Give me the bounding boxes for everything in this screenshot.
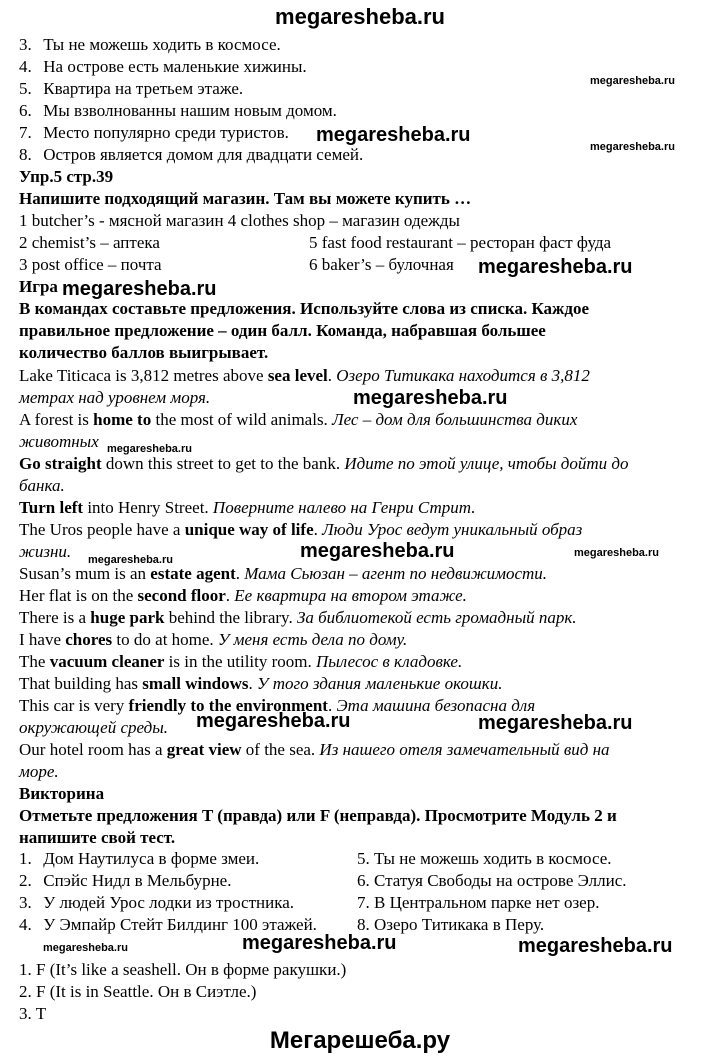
watermark: megaresheba.ru xyxy=(242,932,397,954)
site-footer: Мегарешеба.ру xyxy=(269,1027,451,1054)
shop-item: 6 baker’s – булочная xyxy=(309,255,454,274)
quiz-item: 1. Дом Наутилуса в форме змеи. xyxy=(19,849,260,868)
watermark: megaresheba.ru xyxy=(353,387,508,409)
sentence-translation: окружающей среды. xyxy=(19,718,169,737)
shop-item: 5 fast food restaurant – ресторан фаст фуда xyxy=(309,233,612,252)
sentence-translation: банка. xyxy=(19,476,65,495)
watermark: megaresheba.ru xyxy=(518,935,673,957)
list-item: 5. Квартира на третьем этаже. xyxy=(19,79,244,98)
sentence: The vacuum cleaner is in the utility room. Пылесос в кладовке. xyxy=(19,652,463,671)
sentence: I have chores to do at home. У меня есть дела по дому. xyxy=(19,630,408,649)
shop-item: 2 chemist’s – аптека xyxy=(19,233,160,252)
quiz-item: 8. Озеро Титикака в Перу. xyxy=(357,915,545,934)
shop-item: 1 butcher’s - мясной магазин 4 clothes shop – магазин одежды xyxy=(19,211,460,230)
watermark: megaresheba.ru xyxy=(196,710,351,732)
sentence: Her flat is on the second floor. Ее квартира на втором этаже. xyxy=(19,586,467,605)
answer: 2. F (It is in Seattle. Он в Сиэтле.) xyxy=(19,982,257,1001)
watermark: megaresheba.ru xyxy=(300,540,455,562)
quiz-item: 5. Ты не можешь ходить в космосе. xyxy=(357,849,612,868)
quiz-instruction: напишите свой тест. xyxy=(19,828,176,847)
sentence-translation: жизни. xyxy=(19,542,72,561)
watermark: megaresheba.ru xyxy=(107,443,192,455)
exercise-instruction: Напишите подходящий магазин. Там вы можете купить … xyxy=(19,189,472,208)
sentence: Turn left into Henry Street. Поверните налево на Генри Стрит. xyxy=(19,498,476,517)
list-item: 4. На острове есть маленькие хижины. xyxy=(19,57,307,76)
sentence-translation: море. xyxy=(19,762,59,781)
watermark: megaresheba.ru xyxy=(88,554,173,566)
shop-item: 3 post office – почта xyxy=(19,255,162,274)
sentence: Go straight down this street to get to the bank. Идите по этой улице, чтобы дойти до xyxy=(19,454,629,473)
sentence: Lake Titicaca is 3,812 metres above sea level. Озеро Титикака находится в 3,812 xyxy=(19,366,590,385)
sentence: This car is very friendly to the environment. Эта машина безопасна для xyxy=(19,696,536,715)
quiz-item: 2. Спэйс Нидл в Мельбурне. xyxy=(19,871,232,890)
sentence: There is a huge park behind the library. За библиотекой есть громадный парк. xyxy=(19,608,577,627)
sentence: The Uros people have a unique way of life. Люди Урос ведут уникальный образ xyxy=(19,520,583,539)
quiz-title: Викторина xyxy=(19,784,105,803)
watermark: megaresheba.ru xyxy=(316,124,471,146)
game-instruction: В командах составьте предложения. Используйте слова из списка. Каждое xyxy=(19,299,590,318)
quiz-instruction: Отметьте предложения T (правда) или F (неправда). Просмотрите Модуль 2 и xyxy=(19,806,617,825)
watermark: megaresheba.ru xyxy=(43,942,128,954)
quiz-item: 3. У людей Урос лодки из тростника. xyxy=(19,893,294,912)
list-item: 3. Ты не можешь ходить в космосе. xyxy=(19,35,281,54)
list-item: 6. Мы взволнованны нашим новым домом. xyxy=(19,101,337,120)
game-title: Игра xyxy=(19,277,58,296)
list-item: 7. Место популярно среди туристов. xyxy=(19,123,289,142)
list-item: 8. Остров является домом для двадцати семей. xyxy=(19,145,364,164)
sentence: That building has small windows. У того здания маленькие окошки. xyxy=(19,674,503,693)
answer: 3. T xyxy=(19,1004,47,1023)
quiz-item: 7. В Центральном парке нет озер. xyxy=(357,893,600,912)
watermark: megaresheba.ru xyxy=(62,278,217,300)
watermark: megaresheba.ru xyxy=(478,256,633,278)
sentence: A forest is home to the most of wild animals. Лес – дом для большинства диких xyxy=(19,410,578,429)
exercise-title: Упр.5 стр.39 xyxy=(19,167,114,186)
game-instruction: количество баллов выигрывает. xyxy=(19,343,269,362)
sentence: Our hotel room has a great view of the sea. Из нашего отеля замечательный вид на xyxy=(19,740,610,759)
quiz-item: 6. Статуя Свободы на острове Эллис. xyxy=(357,871,627,890)
watermark: megaresheba.ru xyxy=(590,75,675,87)
watermark: megaresheba.ru xyxy=(574,547,659,559)
sentence-translation: метрах над уровнем моря. xyxy=(19,388,211,407)
game-instruction: правильное предложение – один балл. Команда, набравшая большее xyxy=(19,321,546,340)
answer: 1. F (It’s like a seashell. Он в форме ракушки.) xyxy=(19,960,347,979)
watermark: megaresheba.ru xyxy=(478,712,633,734)
watermark: megaresheba.ru xyxy=(590,141,675,153)
sentence-translation: животных xyxy=(19,432,99,451)
sentence: Susan’s mum is an estate agent. Мама Сьюзан – агент по недвижимости. xyxy=(19,564,548,583)
site-header: megaresheba.ru xyxy=(275,4,445,29)
quiz-item: 4. У Эмпайр Стейт Билдинг 100 этажей. xyxy=(19,915,317,934)
